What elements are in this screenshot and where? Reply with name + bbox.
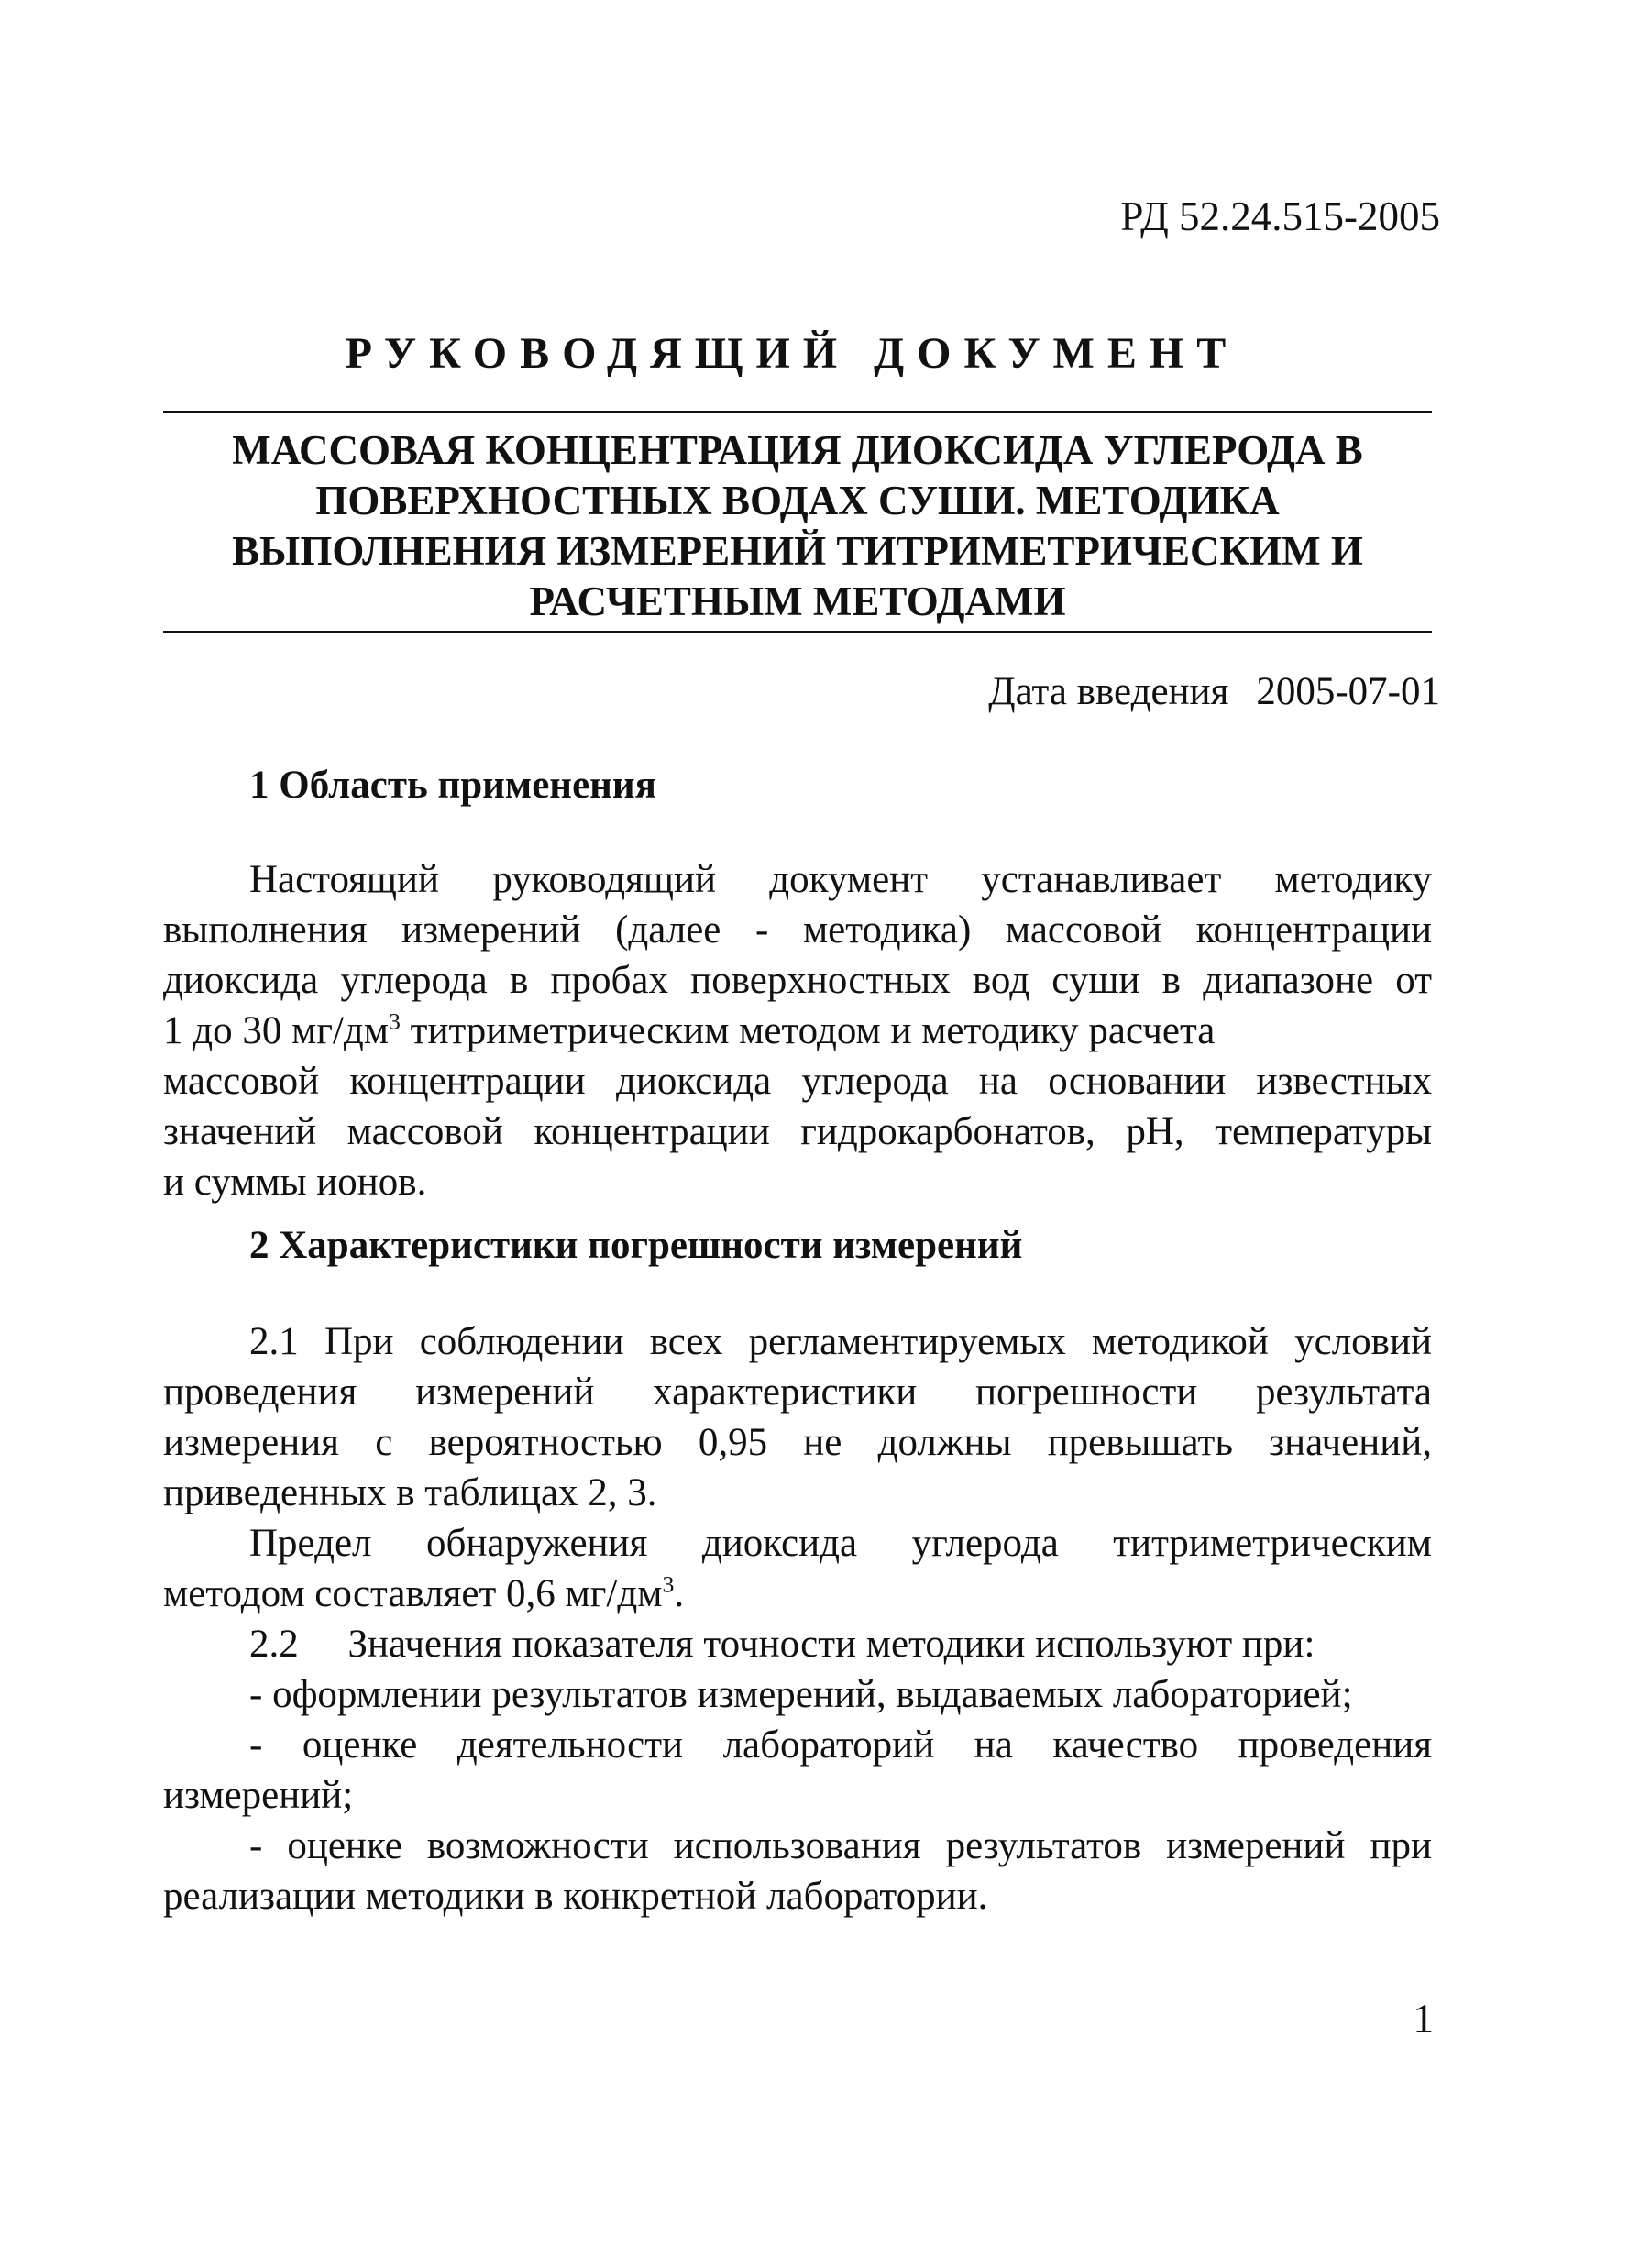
title-top-rule — [163, 411, 1432, 413]
line-text: титриметрическим методом и методику расчета — [400, 1009, 1216, 1052]
section-heading-scope: 1 Область применения — [249, 764, 656, 807]
introduction-date — [988, 669, 1440, 714]
line-text: . — [674, 1572, 685, 1615]
paragraph-line: Предел обнаружения диоксида углерода титриметрическим — [249, 1522, 1432, 1565]
section-errors-body — [163, 1316, 1432, 1921]
superscript: 3 — [662, 1570, 675, 1598]
document-kind-heading: РУКОВОДЯЩИЙ ДОКУМЕНТ — [345, 329, 1239, 378]
paragraph-line: диоксида углерода в пробах поверхностных вод суши в диапазоне от — [163, 959, 1432, 1002]
paragraph-line: массовой концентрации диоксида углерода на основании известных — [163, 1060, 1432, 1103]
section-scope-body — [163, 854, 1432, 1207]
paragraph-line — [163, 1006, 1432, 1056]
paragraph-line: значений массовой концентрации гидрокарбонатов, рН, температуры — [163, 1110, 1432, 1153]
title-line: РАСЧЕТНЫМ МЕТОДАМИ — [529, 578, 1066, 624]
title-bottom-rule — [163, 631, 1432, 633]
paragraph-line: 2.1 При соблюдении всех регламентируемых методикой условий — [249, 1320, 1432, 1363]
intro-date-label: Дата введения — [988, 670, 1229, 713]
superscript: 3 — [389, 1007, 401, 1035]
paragraph-line: 2.2 Значения показателя точности методики используют при: — [249, 1623, 1315, 1666]
line-text: методом составляет 0,6 мг/дм — [163, 1572, 663, 1615]
paragraph-line — [163, 1569, 1432, 1619]
title-line: ВЫПОЛНЕНИЯ ИЗМЕРЕНИЙ ТИТРИМЕТРИЧЕСКИМ И — [232, 528, 1363, 574]
paragraph-line: выполнения измерений (далее - методика) массовой концентрации — [163, 908, 1432, 952]
section-heading-errors: 2 Характеристики погрешности измерений — [249, 1224, 1023, 1267]
paragraph-line: приведенных в таблицах 2, 3. — [163, 1471, 657, 1514]
list-item: - оценке деятельности лабораторий на качество проведения — [249, 1723, 1432, 1767]
paragraph-line: и суммы ионов. — [163, 1161, 427, 1204]
paragraph-line: Настоящий руководящий документ устанавливает методику — [249, 858, 1432, 901]
document-code: РД 52.24.515-2005 — [1120, 193, 1440, 239]
list-item: - оформлении результатов измерений, выдаваемых лабораторией; — [249, 1673, 1353, 1716]
paragraph-line: проведения измерений характеристики погрешности результата — [163, 1371, 1432, 1414]
document-title — [163, 425, 1432, 627]
list-item: - оценке возможности использования результатов измерений при — [249, 1824, 1432, 1867]
list-item-continuation: измерений; — [163, 1774, 354, 1817]
title-line: МАССОВАЯ КОНЦЕНТРАЦИЯ ДИОКСИДА УГЛЕРОДА В — [232, 427, 1363, 473]
intro-date-value: 2005-07-01 — [1256, 670, 1440, 713]
line-text: 1 до 30 мг/дм — [163, 1009, 390, 1052]
title-line: ПОВЕРХНОСТНЫХ ВОДАХ СУШИ. МЕТОДИКА — [315, 478, 1280, 523]
list-item-continuation: реализации методики в конкретной лаборатории. — [163, 1875, 988, 1918]
paragraph-line: измерения с вероятностью 0,95 не должны превышать значений, — [163, 1421, 1432, 1464]
page-number: 1 — [1413, 1996, 1434, 2042]
